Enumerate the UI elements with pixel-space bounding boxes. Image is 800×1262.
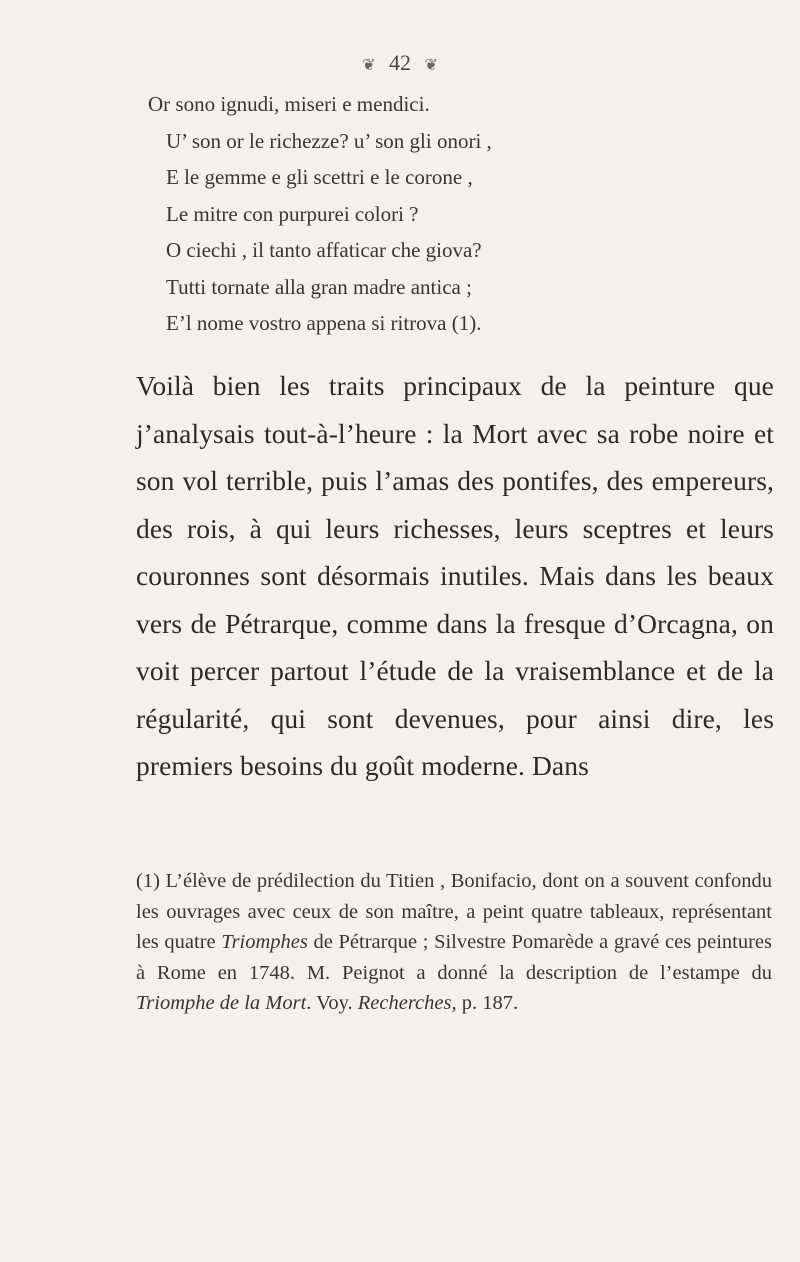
footnote-text: , p. 187. <box>451 992 519 1014</box>
poem-line: O ciechi , il tanto affaticar che giova? <box>166 238 482 262</box>
poem-line: E’l nome vostro appena si ritrova (1). <box>166 311 482 335</box>
poem-line: U’ son or le richezze? u’ son gli onori , <box>166 128 492 153</box>
footnote-italic-title: Triomphe de la Mort <box>136 992 307 1014</box>
poem-line: Tutti tornate alla gran madre antica ; <box>166 274 472 299</box>
body-paragraph <box>136 362 774 790</box>
poem-quotation <box>0 86 800 342</box>
footnote-text: . Voy. <box>306 992 358 1014</box>
footnote-italic-title: Triomphes <box>221 931 308 953</box>
footnote-text: (1) L’élève de prédilection du Titien , Bonifacio, dont on a souvent confondu les ouvrages avec ceux de son maître, a peint quatre tableaux, représentant les quatre <box>136 870 772 953</box>
footnote <box>136 866 772 1019</box>
poem-line: Or sono ignudi, miseri e mendici. <box>148 92 430 116</box>
ornament-left-icon: ❦ <box>362 57 376 74</box>
page-header <box>0 50 800 76</box>
paragraph-text: Voilà bien les traits principaux de la peinture que j’analysais tout-à-l’heure : la Mort avec sa robe noire et son vol terrible, puis l’amas des pontifes, des empereurs, des rois, à qui leurs richesses, leurs sceptres et leurs couronnes sont désormais inutiles. Mais dans les beaux vers de Pétrarque, comme dans la fresque d’Orcagna, on voit percer partout l’étude de la vraisemblance et de la régularité, qui sont devenues, pour ainsi dire, les premiers besoins du goût moderne. Dans <box>136 370 774 781</box>
poem-line: Le mitre con purpurei colori ? <box>166 201 419 226</box>
footnote-text: de Pétrarque ; Silvestre Pomarède a gravé ces peintures à Rome en 1748. M. Peignot a donné la description de l’estampe du <box>136 931 772 984</box>
ornament-right-icon: ❦ <box>424 57 438 74</box>
footnote-italic-title: Recherches <box>357 992 452 1014</box>
poem-line: E le gemme e gli scettri e le corone , <box>166 165 473 189</box>
page-number: 42 <box>389 50 411 75</box>
